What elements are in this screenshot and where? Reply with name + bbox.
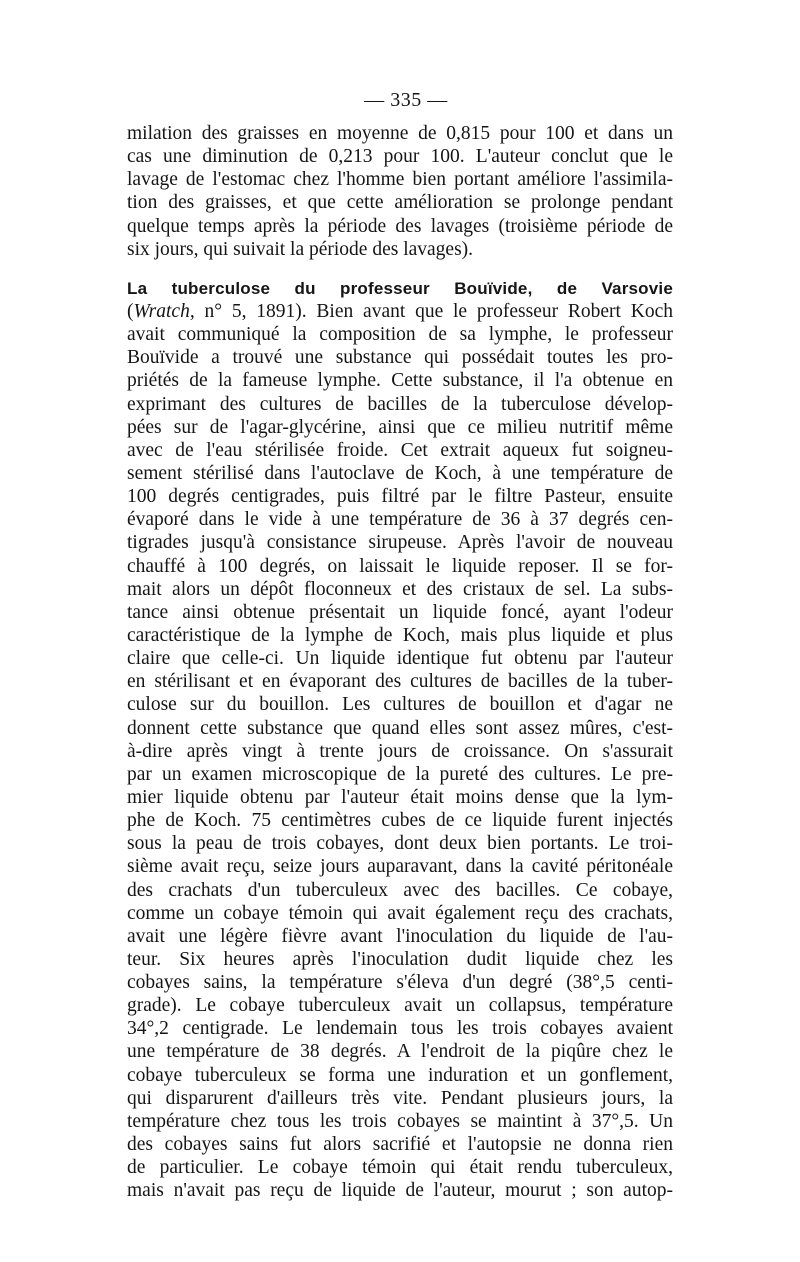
text-line: avec de l'eau stérilisée froide. Cet extrait aqueux fut soigneu- — [127, 439, 673, 461]
text-line: grade). Le cobaye tuberculeux avait un collapsus, température — [127, 995, 673, 1017]
paragraph-continuation — [127, 122, 673, 261]
source-citation-rest: n° 5, 1891). Bien avant que le professeur Robert Koch — [194, 300, 673, 322]
paragraph-body — [127, 323, 673, 1202]
text-line: teur. Six heures après l'inoculation dudit liquide chez les — [127, 948, 673, 970]
text-line: priétés de la fameuse lymphe. Cette substance, il l'a obtenue en — [127, 370, 673, 392]
text-line: cobaye tuberculeux se forma une induration et un gonflement, — [127, 1064, 673, 1086]
text-line: tigrades jusqu'à consistance sirupeuse. Après l'avoir de nouveau — [127, 532, 673, 554]
paragraph-gap — [127, 261, 673, 277]
text-line: de particulier. Le cobaye témoin qui était rendu tuberculeux, — [127, 1157, 673, 1179]
text-line: pées sur de l'agar-glycérine, ainsi que ce milieu nutritif même — [127, 416, 673, 438]
source-open-paren: ( — [127, 300, 134, 322]
text-line: cas une diminution de 0,213 pour 100. L'auteur conclut que le — [127, 146, 673, 168]
text-line: sième avait reçu, seize jours auparavant, dans la cavité péritonéale — [127, 856, 673, 878]
section-heading: La tuberculose du professeur Bouïvide, de Varsovie — [127, 278, 673, 298]
text-line: en stérilisant et en évaporant des cultures de bacilles de la tuber- — [127, 671, 673, 693]
text-line: claire que celle-ci. Un liquide identique fut obtenu par l'auteur — [127, 648, 673, 670]
text-line: donnent cette substance que quand elles sont assez mûres, c'est- — [127, 717, 673, 739]
text-line: chauffé à 100 degrés, on laissait le liquide reposer. Il se for- — [127, 555, 673, 577]
text-line: comme un cobaye témoin qui avait également reçu des crachats, — [127, 902, 673, 924]
text-line: caractéristique de la lymphe de Koch, mais plus liquide et plus — [127, 624, 673, 646]
section-heading-line — [127, 277, 673, 300]
text-line: température chez tous les trois cobayes se maintint à 37°,5. Un — [127, 1110, 673, 1132]
text-line: quelque temps après la période des lavages (troisième période de — [127, 215, 673, 237]
text-line: à-dire après vingt à trente jours de croissance. On s'assurait — [127, 740, 673, 762]
text-line: tion des graisses, et que cette amélioration se prolonge pendant — [127, 192, 673, 214]
paragraph-tuberculose — [127, 277, 673, 1203]
text-line: par un examen microscopique de la pureté des cultures. Le pre- — [127, 763, 673, 785]
text-line: six jours, qui suivait la période des lavages). — [127, 238, 474, 260]
book-page — [127, 88, 673, 1202]
text-line: culose sur du bouillon. Les cultures de bouillon et d'agar ne — [127, 694, 673, 716]
text-line: avait une légère fièvre avant l'inoculation du liquide de l'au- — [127, 925, 673, 947]
source-journal: Wratch, — [133, 300, 195, 322]
text-line: mais n'avait pas reçu de liquide de l'auteur, mourut ; son autop- — [127, 1180, 673, 1202]
page-number: — 335 — — [364, 89, 448, 111]
text-line: des cobayes sains fut alors sacrifié et l'autopsie ne donna rien — [127, 1134, 673, 1156]
text-line: évaporé dans le vide à une température de 36 à 37 degrés cen- — [127, 509, 673, 531]
text-line: avait communiqué la composition de sa lymphe, le professeur — [127, 324, 673, 346]
text-line: mait alors un dépôt floconneux et des cristaux de sel. La subs- — [127, 578, 673, 600]
text-line: une température de 38 degrés. A l'endroit de la piqûre chez le — [127, 1041, 673, 1063]
text-line: lavage de l'estomac chez l'homme bien portant améliore l'assimila- — [127, 169, 673, 191]
text-line: cobayes sains, la température s'éleva d'un degré (38°,5 centi- — [127, 972, 673, 994]
source-citation-line — [127, 300, 673, 323]
text-line: milation des graisses en moyenne de 0,815 pour 100 et dans un — [127, 123, 673, 144]
text-line: sement stérilisé dans l'autoclave de Koch, à une température de — [127, 462, 673, 484]
text-line: sous la peau de trois cobayes, dont deux bien portants. Le troi- — [127, 833, 673, 855]
text-line: qui disparurent d'ailleurs très vite. Pendant plusieurs jours, la — [127, 1087, 673, 1109]
text-line: 34°,2 centigrade. Le lendemain tous les trois cobayes avaient — [127, 1018, 673, 1040]
text-line: des crachats d'un tuberculeux avec des bacilles. Ce cobaye, — [127, 879, 673, 901]
text-line: Bouïvide a trouvé une substance qui possédait toutes les pro- — [127, 347, 673, 369]
text-line: 100 degrés centigrades, puis filtré par le filtre Pasteur, ensuite — [127, 486, 673, 508]
text-line: phe de Koch. 75 centimètres cubes de ce liquide furent injectés — [127, 810, 673, 832]
text-line: mier liquide obtenu par l'auteur était moins dense que la lym- — [127, 786, 673, 808]
text-line: tance ainsi obtenue présentait un liquide foncé, ayant l'odeur — [127, 601, 673, 623]
text-line: exprimant des cultures de bacilles de la tuberculose dévelop- — [127, 393, 673, 415]
